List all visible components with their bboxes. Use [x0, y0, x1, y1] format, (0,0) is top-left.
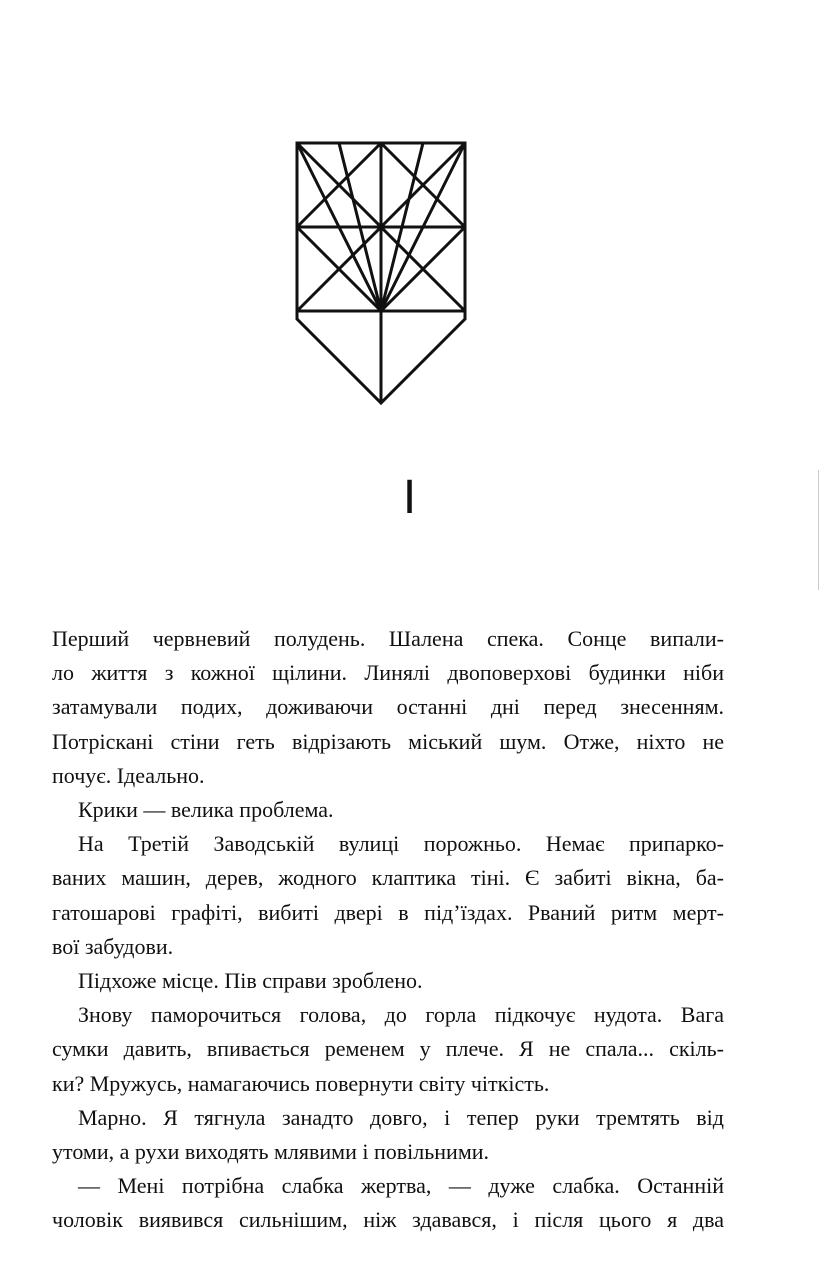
text-line: На Третій Заводській вулиці порожньо. Немає припарко-: [78, 831, 724, 857]
text-line: утоми, а рухи виходять млявими і повільними.: [52, 1139, 490, 1165]
text-line: — Мені потрібна слабка жертва, — дуже слабка. Останній: [78, 1173, 724, 1199]
text-line: ки? Мружусь, намагаючись повернути світу чіткість.: [52, 1070, 550, 1096]
geometric-shield-emblem-icon: [292, 138, 472, 406]
text-line: сумки давить, впивається ременем у плече. Я не спала... скіль-: [52, 1036, 724, 1062]
chapter-body-text: [52, 622, 724, 1238]
text-line: гатошарові графіті, вибиті двері в під’їздах. Рваний ритм мерт-: [52, 899, 724, 925]
text-line: Марно. Я тягнула занадто довго, і тепер руки тремтять від: [78, 1104, 724, 1130]
text-line: затамували подих, доживаючи останні дні перед знесенням.: [52, 694, 724, 720]
text-line: Знову паморочиться голова, до горла підкочує нудота. Вага: [78, 1002, 724, 1028]
text-line: почує. Ідеально.: [52, 762, 205, 788]
text-line: Перший червневий полудень. Шалена спека. Сонце випали-: [52, 626, 724, 651]
chapter-number: I: [402, 471, 417, 524]
text-line: Потріскані стіни геть відрізають міський шум. Отже, ніхто не: [52, 728, 724, 754]
text-line: Крики — велика проблема.: [78, 797, 334, 823]
text-line: ваних машин, дерев, жодного клаптика тіні. Є забиті вікна, ба-: [52, 865, 724, 891]
text-line: Підхоже місце. Пів справи зроблено.: [78, 968, 423, 994]
text-line: вої забудови.: [52, 933, 174, 959]
text-line: чоловік виявився сильнішим, ніж здавався, і після цього я два: [52, 1207, 724, 1233]
text-line: ло життя з кожної щілини. Линялі двоповерхові будинки ніби: [52, 660, 724, 686]
